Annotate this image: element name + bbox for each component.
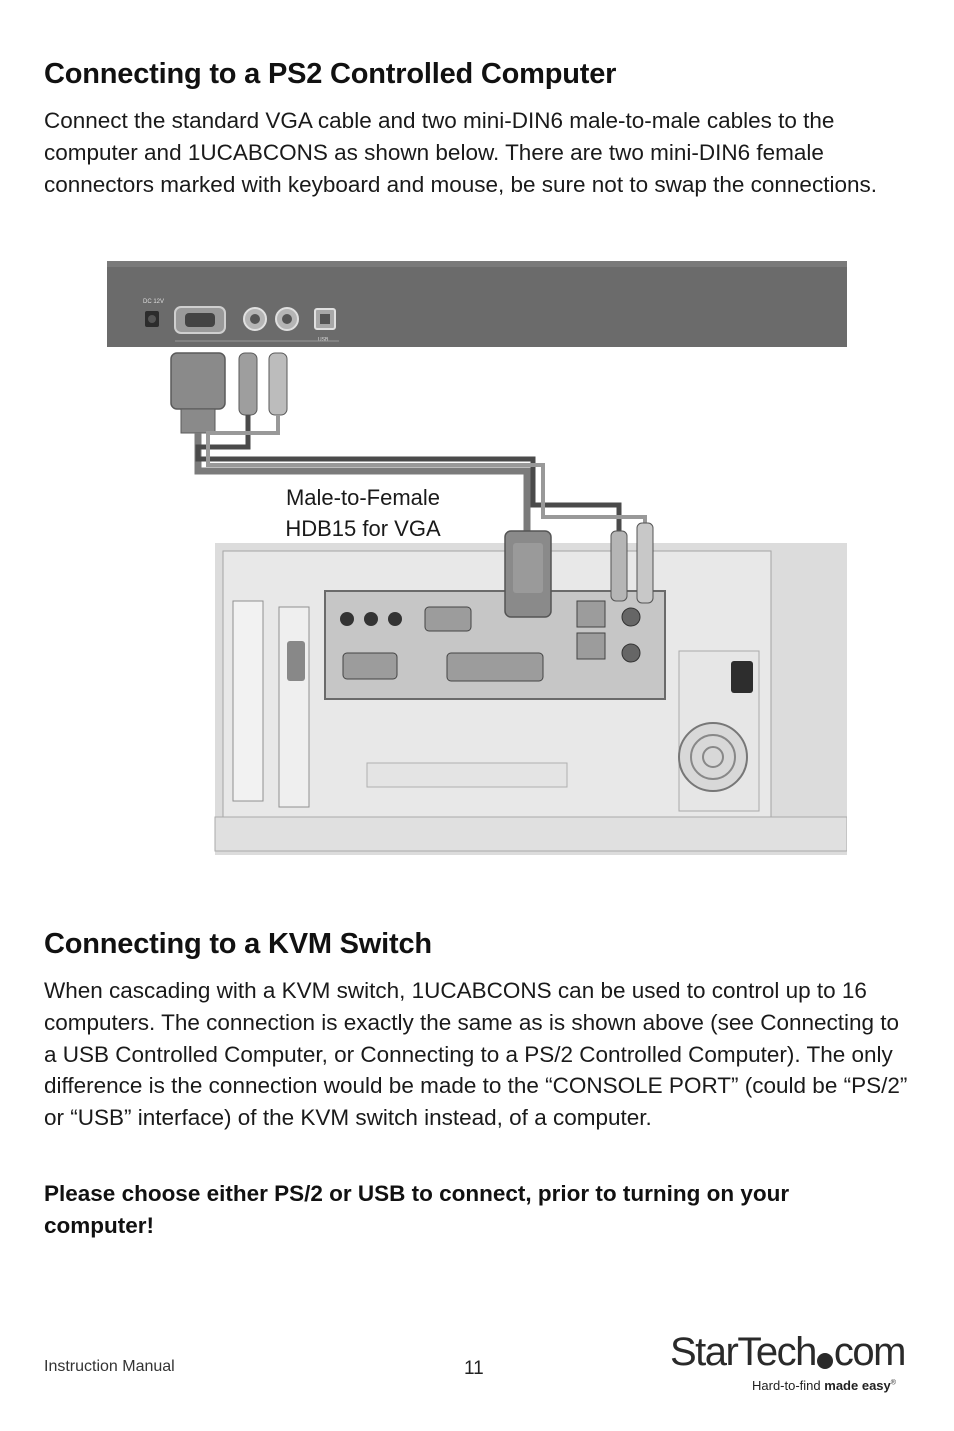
vga-callout-line2: HDB15 for VGA [285, 516, 441, 541]
power-port-label: DC 12V [143, 299, 165, 305]
logo-text-right: com [833, 1330, 905, 1374]
startech-logo [670, 1330, 920, 1400]
computer-ps2-mouse-port [622, 644, 640, 662]
section-title-ps2: Connecting to a PS2 Controlled Computer [44, 58, 617, 90]
logo-dot-icon [817, 1353, 833, 1369]
footer-manual-label: Instruction Manual [44, 1358, 175, 1375]
io-panel [325, 591, 665, 699]
psu-fan [679, 723, 747, 791]
computer-ps2-keyboard-port [622, 608, 640, 626]
logo-registered-mark: ® [890, 1379, 896, 1387]
warning-note: Please choose either PS/2 or USB to connect, prior to turning on your computer! [44, 1181, 790, 1238]
vent-grille [367, 763, 567, 787]
section-title-kvm: Connecting to a KVM Switch [44, 928, 432, 960]
usb-port-label: USB [318, 337, 329, 343]
logo-text-left: StarTech [670, 1330, 816, 1374]
logo-tagline-bold: made easy [824, 1378, 891, 1393]
connection-diagram [107, 261, 847, 855]
section-body-kvm: When cascading with a KVM switch, 1UCABCONS can be used to control up to 16 computers. The connection is exactly the same as is shown above (see Connecting to a USB Controlled Computer, or Connecting to a PS/2 Controlled Computer). The only difference is the connection would be made to the “CONSOLE PORT” (could be “PS/2” or “USB” interface) of the KVM switch instead, of a computer. [44, 978, 908, 1131]
logo-tagline-light: Hard-to-find [752, 1378, 821, 1393]
vga-callout-line1: Male-to-Female [285, 485, 441, 510]
page-number: 11 [464, 1358, 484, 1379]
section-body-ps2: Connect the standard VGA cable and two mini-DIN6 male-to-male cables to the computer and 1UCABCONS as shown below. There are two mini-DIN6 female connectors marked with keyboard and mouse, be sure not to swap the connections. [44, 108, 877, 197]
device-rear-panel [107, 261, 847, 347]
expansion-slot [233, 601, 263, 801]
